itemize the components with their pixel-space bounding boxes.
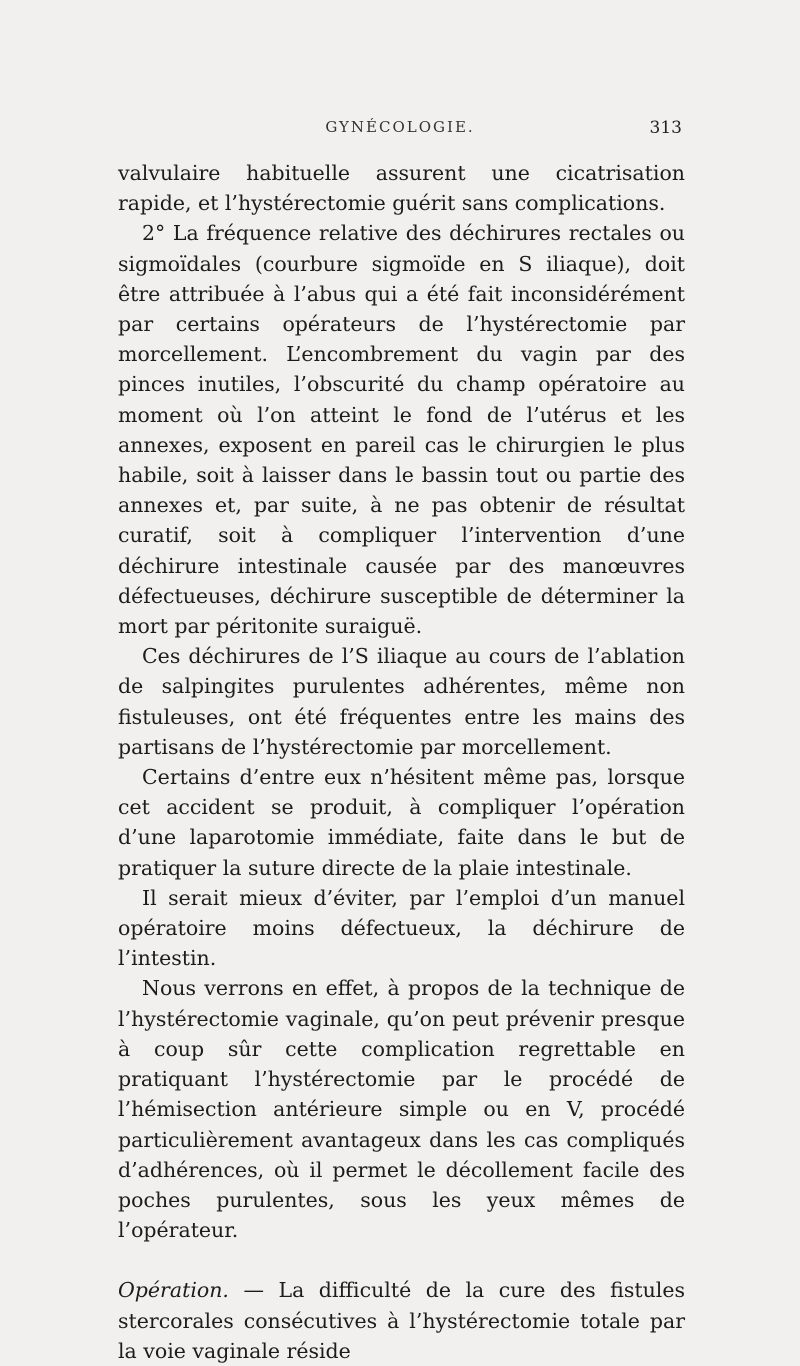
paragraph-laparotomie: Certains d’entre eux n’hésitent même pas, lorsque cet accident se produit, à compliquer l’opération d’une laparotomie immédiate, faite dans le but de pratiquer la suture directe de la plaie intestinale. bbox=[118, 765, 685, 880]
paragraph-s-iliaque: Ces déchirures de l’S iliaque au cours de l’ablation de salpingites purulentes adhérentes, même non fistuleuses, ont été fréquentes entre les mains des partisans de l’hystérectomie par morcellement. bbox=[118, 644, 685, 759]
paragraph-technique: Nous verrons en effet, à propos de la technique de l’hystérectomie vaginale, qu’on peut prévenir presque à coup sûr cette complication regrettable en pratiquant l’hystérectomie par le procédé de l’hémisection antérieure simple ou en V, procédé particulièrement avantageux dans les cas compliqués d’adhérences, où il permet le décollement facile des poches purulentes, sous les yeux mêmes de l’opérateur. bbox=[118, 976, 685, 1243]
section-operation bbox=[118, 1275, 685, 1366]
section-label: Opération. bbox=[118, 1278, 229, 1303]
page-header bbox=[118, 118, 682, 144]
paragraph-2-frequency: 2° La fréquence relative des déchirures rectales ou sigmoïdales (courbure sigmoïde en S iliaque), doit être attribuée à l’abus qui a été fait inconsidérément par certains opérateurs de l’hystérectomie par morcellement. L’encombrement du vagin par des pinces inutiles, l’obscurité du champ opératoire au moment où l’on atteint le fond de l’utérus et les annexes, exposent en pareil cas le chirurgien le plus habile, soit à laisser dans le bassin tout ou partie des annexes et, par suite, à ne pas obtenir de résultat curatif, soit à compliquer l’intervention d’une déchirure intestinale causée par des manœuvres défectueuses, déchirure susceptible de déterminer la mort par péritonite suraiguë. bbox=[118, 221, 685, 639]
section-text: — La difficulté de la cure des fistules stercorales consécutives à l’hystérectomie totale par la voie vaginale réside bbox=[118, 1278, 685, 1363]
body-text bbox=[118, 158, 685, 1366]
running-head: GYNÉCOLOGIE. bbox=[325, 118, 475, 136]
page-number: 313 bbox=[649, 118, 682, 138]
paragraph-eviter: Il serait mieux d’éviter, par l’emploi d’un manuel opératoire moins défectueux, la déchirure de l’intestin. bbox=[118, 885, 685, 971]
paragraph-continuation: valvulaire habituelle assurent une cicatrisation rapide, et l’hystérectomie guérit sans complications. bbox=[118, 161, 685, 216]
